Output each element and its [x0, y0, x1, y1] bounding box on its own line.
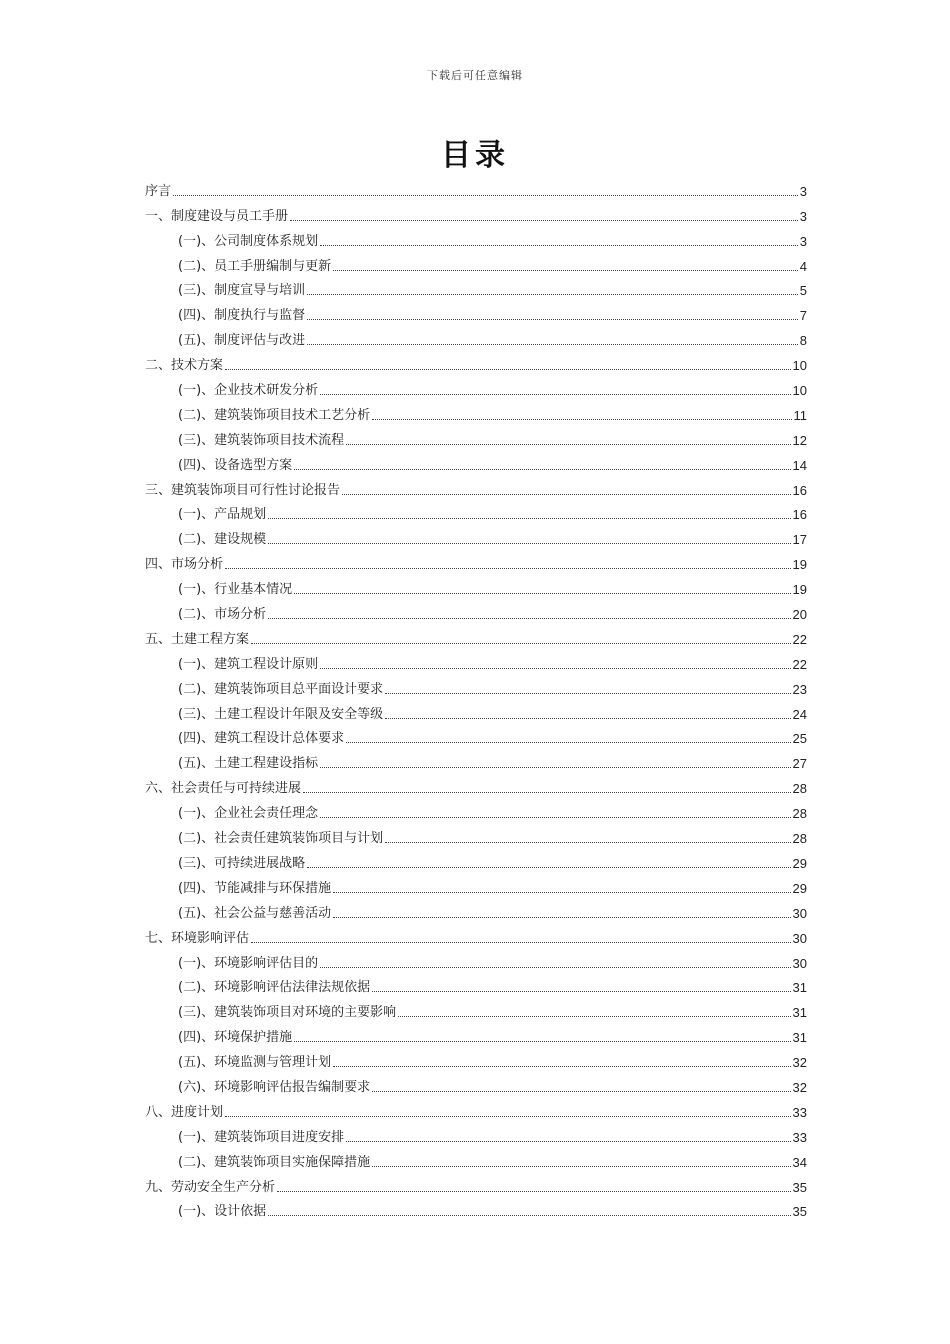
- toc-dot-leader: [333, 891, 790, 893]
- toc-entry-text: 六、社会责任与可持续进展: [145, 781, 302, 797]
- toc-dot-leader: [307, 293, 798, 295]
- toc-entry[interactable]: [145, 1172, 807, 1197]
- toc-page-number: 7: [799, 308, 807, 324]
- toc-entry-text: 二、技术方案: [145, 358, 224, 374]
- toc-entry[interactable]: [145, 1147, 807, 1172]
- toc-page-number: 16: [792, 507, 807, 523]
- toc-entry-text: (一)、建筑工程设计原则: [178, 656, 319, 672]
- toc-entry[interactable]: [145, 699, 807, 724]
- toc-entry-text: (一)、设计依据: [178, 1204, 267, 1220]
- toc-entry[interactable]: [145, 948, 807, 973]
- toc-entry-text: 序言: [145, 183, 172, 199]
- toc-entry-text: (二)、环境影响评估法律法规依据: [178, 980, 371, 996]
- toc-dot-leader: [320, 816, 790, 818]
- toc-entry-text: (四)、环境保护措施: [178, 1030, 293, 1046]
- toc-entry-text: (一)、企业社会责任理念: [178, 806, 319, 822]
- toc-dot-leader: [303, 791, 791, 793]
- toc-page-number: 29: [792, 880, 807, 896]
- toc-dot-leader: [342, 493, 791, 495]
- toc-entry-text: (五)、环境监测与管理计划: [178, 1055, 332, 1071]
- toc-entry[interactable]: [145, 300, 807, 325]
- toc-entry[interactable]: [145, 1097, 807, 1122]
- toc-dot-leader: [320, 667, 790, 669]
- toc-dot-leader: [307, 343, 798, 345]
- toc-entry[interactable]: [145, 325, 807, 350]
- toc-entry[interactable]: [145, 798, 807, 823]
- toc-dot-leader: [385, 692, 790, 694]
- toc-page-number: 27: [792, 756, 807, 772]
- toc-entry-text: (二)、建设规模: [178, 532, 267, 548]
- toc-entry-text: 四、市场分析: [145, 557, 224, 573]
- toc-entry-text: 八、进度计划: [145, 1104, 224, 1120]
- toc-entry[interactable]: [145, 898, 807, 923]
- toc-dot-leader: [320, 393, 790, 395]
- toc-page-number: 28: [792, 781, 807, 797]
- toc-dot-leader: [385, 717, 790, 719]
- toc-entry-text: (四)、设备选型方案: [178, 457, 293, 473]
- toc-page-number: 32: [792, 1055, 807, 1071]
- toc-page-number: 17: [792, 532, 807, 548]
- toc-dot-leader: [173, 194, 798, 196]
- toc-dot-leader: [333, 269, 798, 271]
- toc-entry[interactable]: [145, 251, 807, 276]
- toc-page-number: 3: [799, 233, 807, 249]
- toc-entry[interactable]: [145, 674, 807, 699]
- toc-page-number: 3: [799, 183, 807, 199]
- toc-dot-leader: [294, 468, 790, 470]
- toc-entry-text: (三)、建筑装饰项目技术流程: [178, 432, 345, 448]
- toc-entry[interactable]: [145, 973, 807, 998]
- toc-entry[interactable]: [145, 549, 807, 574]
- toc-entry[interactable]: [145, 1047, 807, 1072]
- toc-page-number: 8: [799, 333, 807, 349]
- toc-page-number: 4: [799, 258, 807, 274]
- toc-dot-leader: [290, 219, 798, 221]
- toc-entry[interactable]: [145, 1022, 807, 1047]
- toc-dot-leader: [372, 990, 790, 992]
- toc-entry-text: (一)、企业技术研发分析: [178, 383, 319, 399]
- toc-page-number: 11: [793, 407, 807, 423]
- toc-entry-text: (二)、员工手册编制与更新: [178, 258, 332, 274]
- toc-dot-leader: [294, 1040, 790, 1042]
- toc-page-number: 3: [799, 208, 807, 224]
- toc-page-number: 35: [792, 1204, 807, 1220]
- toc-entry[interactable]: [145, 524, 807, 549]
- toc-dot-leader: [251, 941, 791, 943]
- toc-entry-text: (一)、行业基本情况: [178, 582, 293, 598]
- toc-entry[interactable]: [145, 823, 807, 848]
- toc-dot-leader: [333, 1065, 790, 1067]
- toc-dot-leader: [320, 966, 790, 968]
- toc-entry-text: (一)、公司制度体系规划: [178, 233, 319, 249]
- toc-page-number: 33: [792, 1129, 807, 1145]
- toc-dot-leader: [333, 916, 790, 918]
- toc-entry[interactable]: [145, 276, 807, 301]
- toc-page-number: 32: [792, 1079, 807, 1095]
- toc-dot-leader: [268, 1214, 790, 1216]
- toc-entry-text: (四)、节能减排与环保措施: [178, 880, 332, 896]
- toc-dot-leader: [372, 418, 791, 420]
- toc-entry[interactable]: [145, 848, 807, 873]
- toc-page-number: 5: [799, 283, 807, 299]
- toc-entry-text: (五)、制度评估与改进: [178, 333, 306, 349]
- toc-entry[interactable]: [145, 176, 807, 201]
- toc-entry[interactable]: [145, 350, 807, 375]
- toc-page-number: 24: [792, 706, 807, 722]
- toc-page-number: 28: [792, 831, 807, 847]
- toc-entry[interactable]: [145, 724, 807, 749]
- toc-dot-leader: [346, 1140, 790, 1142]
- toc-entry[interactable]: [145, 375, 807, 400]
- toc-page-number: 31: [792, 1030, 807, 1046]
- toc-page-number: 16: [792, 482, 807, 498]
- toc-entry[interactable]: [145, 1122, 807, 1147]
- toc-entry-text: (三)、制度宣导与培训: [178, 283, 306, 299]
- toc-entry[interactable]: [145, 201, 807, 226]
- toc-entry[interactable]: [145, 1072, 807, 1097]
- toc-dot-leader: [346, 741, 790, 743]
- toc-dot-leader: [225, 368, 791, 370]
- toc-entry-text: (一)、环境影响评估目的: [178, 955, 319, 971]
- toc-page-number: 31: [792, 1005, 807, 1021]
- toc-entry-text: (三)、建筑装饰项目对环境的主要影响: [178, 1005, 397, 1021]
- toc-page-number: 23: [792, 681, 807, 697]
- toc-page-number: 22: [792, 656, 807, 672]
- toc-entry-text: (三)、土建工程设计年限及安全等级: [178, 706, 384, 722]
- toc-entry-text: 五、土建工程方案: [145, 631, 250, 647]
- toc-dot-leader: [385, 841, 790, 843]
- toc-page-number: 34: [792, 1154, 807, 1170]
- toc-entry-text: (二)、社会责任建筑装饰项目与计划: [178, 831, 384, 847]
- toc-page-number: 29: [792, 855, 807, 871]
- toc-entry[interactable]: [145, 997, 807, 1022]
- table-of-contents: [145, 176, 807, 1221]
- toc-dot-leader: [294, 592, 790, 594]
- toc-dot-leader: [225, 1115, 791, 1117]
- toc-dot-leader: [225, 567, 791, 569]
- toc-page-number: 20: [792, 607, 807, 623]
- header-note: 下载后可任意编辑: [427, 69, 523, 82]
- toc-entry[interactable]: [145, 1197, 807, 1222]
- toc-dot-leader: [320, 766, 790, 768]
- toc-entry[interactable]: [145, 574, 807, 599]
- toc-dot-leader: [268, 517, 790, 519]
- toc-page-number: 30: [792, 905, 807, 921]
- toc-page-number: 12: [792, 432, 807, 448]
- toc-entry-text: 一、制度建设与员工手册: [145, 208, 289, 224]
- toc-page-number: 19: [792, 557, 807, 573]
- toc-page-number: 25: [792, 731, 807, 747]
- toc-entry-text: 九、劳动安全生产分析: [145, 1179, 276, 1195]
- toc-entry[interactable]: [145, 649, 807, 674]
- toc-entry[interactable]: [145, 599, 807, 624]
- toc-dot-leader: [277, 1190, 791, 1192]
- toc-entry[interactable]: [145, 748, 807, 773]
- toc-entry[interactable]: [145, 226, 807, 251]
- toc-dot-leader: [320, 244, 798, 246]
- toc-page-number: 28: [792, 806, 807, 822]
- toc-page-number: 10: [792, 358, 807, 374]
- toc-entry[interactable]: [145, 773, 807, 798]
- toc-entry-text: (一)、建筑装饰项目进度安排: [178, 1129, 345, 1145]
- toc-entry[interactable]: [145, 475, 807, 500]
- toc-title: 目录: [441, 138, 509, 173]
- toc-entry[interactable]: [145, 400, 807, 425]
- toc-entry-text: (四)、建筑工程设计总体要求: [178, 731, 345, 747]
- toc-dot-leader: [307, 866, 790, 868]
- toc-entry[interactable]: [145, 624, 807, 649]
- toc-page-number: 19: [792, 582, 807, 598]
- toc-entry-text: (一)、产品规划: [178, 507, 267, 523]
- toc-entry-text: (二)、建筑装饰项目实施保障措施: [178, 1154, 371, 1170]
- toc-entry-text: (四)、制度执行与监督: [178, 308, 306, 324]
- toc-entry-text: (五)、社会公益与慈善活动: [178, 905, 332, 921]
- toc-dot-leader: [268, 617, 790, 619]
- toc-dot-leader: [372, 1165, 790, 1167]
- toc-entry[interactable]: [145, 500, 807, 525]
- toc-entry[interactable]: [145, 450, 807, 475]
- toc-entry-text: (二)、市场分析: [178, 607, 267, 623]
- toc-entry[interactable]: [145, 923, 807, 948]
- toc-page-number: 33: [792, 1104, 807, 1120]
- toc-dot-leader: [372, 1090, 790, 1092]
- toc-page-number: 31: [792, 980, 807, 996]
- toc-dot-leader: [268, 542, 790, 544]
- toc-entry-text: (三)、可持续进展战略: [178, 855, 306, 871]
- toc-page-number: 35: [792, 1179, 807, 1195]
- toc-dot-leader: [398, 1015, 790, 1017]
- toc-page-number: 22: [792, 631, 807, 647]
- toc-dot-leader: [251, 642, 791, 644]
- toc-dot-leader: [346, 443, 790, 445]
- toc-entry[interactable]: [145, 873, 807, 898]
- toc-page-number: 14: [792, 457, 807, 473]
- toc-entry-text: (二)、建筑装饰项目技术工艺分析: [178, 407, 371, 423]
- toc-entry-text: (六)、环境影响评估报告编制要求: [178, 1079, 371, 1095]
- toc-page-number: 10: [792, 383, 807, 399]
- toc-entry-text: 三、建筑装饰项目可行性讨论报告: [145, 482, 341, 498]
- toc-page-number: 30: [792, 930, 807, 946]
- toc-entry-text: (五)、土建工程建设指标: [178, 756, 319, 772]
- toc-page-number: 30: [792, 955, 807, 971]
- toc-dot-leader: [307, 318, 798, 320]
- toc-entry-text: (二)、建筑装饰项目总平面设计要求: [178, 681, 384, 697]
- toc-entry-text: 七、环境影响评估: [145, 930, 250, 946]
- toc-entry[interactable]: [145, 425, 807, 450]
